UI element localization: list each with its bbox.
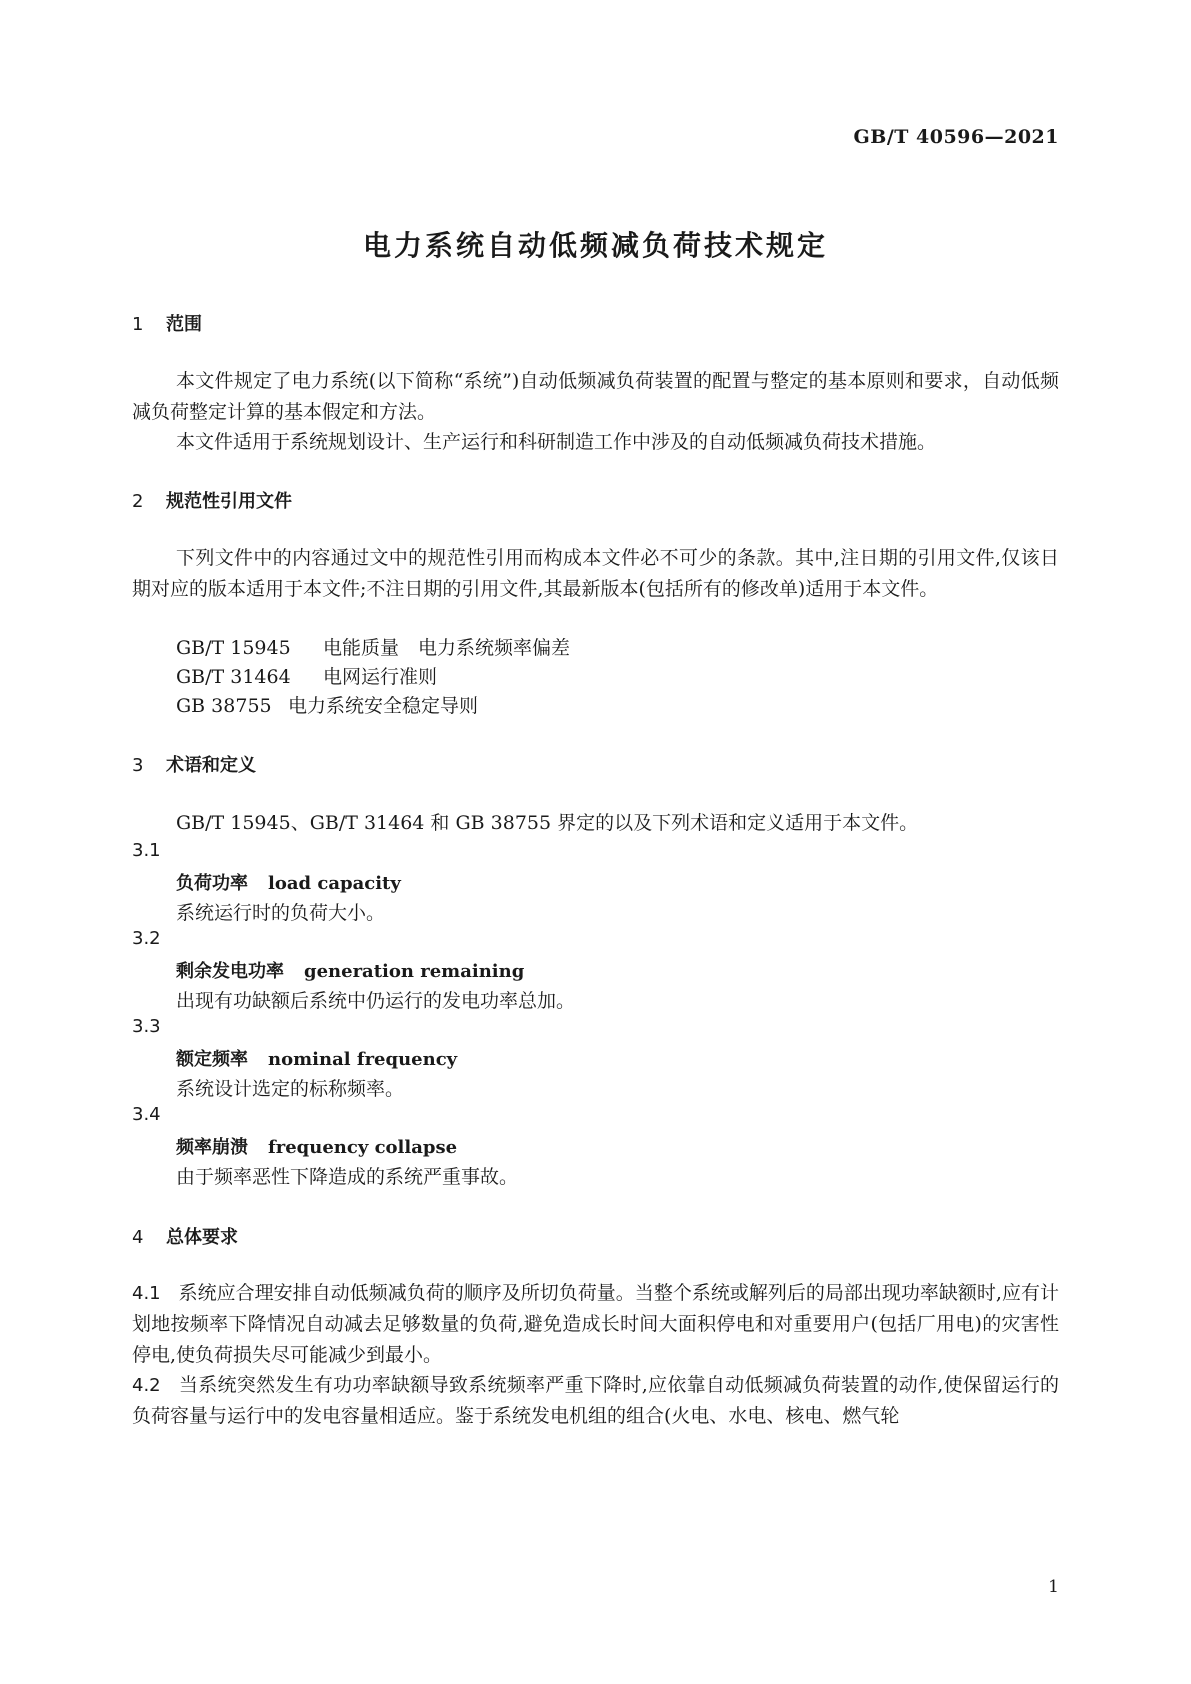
section-heading-4 bbox=[132, 1223, 238, 1249]
reference-name: 电力系统安全稳定导则 bbox=[288, 695, 479, 717]
section-heading-1 bbox=[132, 310, 202, 336]
term-number: 3.2 bbox=[132, 928, 161, 949]
term-name-zh: 额定频率 bbox=[176, 1049, 248, 1070]
clause bbox=[132, 1370, 1059, 1432]
term-name-en: load capacity bbox=[268, 873, 401, 894]
clause-number: 4.1 bbox=[132, 1283, 161, 1304]
section-heading-3 bbox=[132, 751, 256, 777]
term-name-zh: 剩余发电功率 bbox=[176, 961, 284, 982]
clause bbox=[132, 1278, 1059, 1371]
section-title: 规范性引用文件 bbox=[166, 491, 292, 512]
term-number: 3.3 bbox=[132, 1016, 161, 1037]
term-name-zh: 负荷功率 bbox=[176, 873, 248, 894]
term-name-zh: 频率崩溃 bbox=[176, 1137, 248, 1158]
paragraph: 下列文件中的内容通过文中的规范性引用而构成本文件必不可少的条款。其中,注日期的引用文件,仅该日期对应的版本适用于本文件;不注日期的引用文件,其最新版本(包括所有的修改单)适用于本文件。 bbox=[132, 547, 1059, 600]
term-number: 3.1 bbox=[132, 840, 161, 861]
paragraph: 本文件适用于系统规划设计、生产运行和科研制造工作中涉及的自动低频减负荷技术措施。 bbox=[176, 431, 937, 453]
reference-name: 电网运行准则 bbox=[323, 666, 438, 688]
term-name bbox=[176, 957, 524, 983]
clause-text: 系统应合理安排自动低频减负荷的顺序及所切负荷量。当整个系统或解列后的局部出现功率缺额时,应有计划地按频率下降情况自动减去足够数量的负荷,避免造成长时间大面积停电和对重要用户(包括厂用电)的灾害性停电,使负荷损失尽可能减少到最小。 bbox=[132, 1282, 1059, 1366]
term-definition: 系统运行时的负荷大小。 bbox=[176, 902, 386, 924]
paragraph: 本文件规定了电力系统(以下简称“系统”)自动低频减负荷装置的配置与整定的基本原则和要求，自动低频减负荷整定计算的基本假定和方法。 bbox=[132, 370, 1059, 423]
section-number: 4 bbox=[132, 1227, 144, 1248]
terms-intro: GB/T 15945、GB/T 31464 和 GB 38755 界定的以及下列术语和定义适用于本文件。 bbox=[176, 812, 919, 834]
section-title: 范围 bbox=[166, 314, 202, 335]
term-number: 3.4 bbox=[132, 1104, 161, 1125]
term-definition: 由于频率恶性下降造成的系统严重事故。 bbox=[176, 1166, 519, 1188]
section-title: 术语和定义 bbox=[166, 755, 256, 776]
reference-item bbox=[176, 633, 570, 660]
term-name bbox=[176, 1133, 457, 1159]
clause-text: 当系统突然发生有功功率缺额导致系统频率严重下降时,应依靠自动低频减负荷装置的动作,使保留运行的负荷容量与运行中的发电容量相适应。鉴于系统发电机组的组合(火电、水电、核电、燃气轮 bbox=[132, 1374, 1059, 1427]
standard-code: GB/T 40596—2021 bbox=[853, 126, 1059, 148]
term-definition: 出现有功缺额后系统中仍运行的发电功率总加。 bbox=[176, 990, 576, 1012]
section-title: 总体要求 bbox=[166, 1227, 238, 1248]
document-title: 电力系统自动低频减负荷技术规定 bbox=[362, 229, 828, 262]
reference-item bbox=[176, 691, 478, 718]
term-name bbox=[176, 869, 401, 895]
reference-name: 电能质量 电力系统频率偏差 bbox=[323, 637, 571, 659]
term-definition: 系统设计选定的标称频率。 bbox=[176, 1078, 405, 1100]
term-name-en: nominal frequency bbox=[268, 1049, 458, 1070]
section-number: 3 bbox=[132, 755, 144, 776]
term-name bbox=[176, 1045, 457, 1071]
term-name-en: frequency collapse bbox=[268, 1137, 458, 1158]
reference-code: GB/T 15945 bbox=[176, 637, 291, 659]
section-heading-2 bbox=[132, 487, 292, 513]
section-number: 2 bbox=[132, 491, 144, 512]
reference-item bbox=[176, 662, 437, 689]
term-name-en: generation remaining bbox=[304, 961, 525, 982]
section-number: 1 bbox=[132, 314, 144, 335]
reference-code: GB/T 31464 bbox=[176, 666, 291, 688]
clause-number: 4.2 bbox=[132, 1375, 161, 1396]
page-number: 1 bbox=[1048, 1577, 1059, 1597]
reference-code: GB 38755 bbox=[176, 695, 272, 717]
